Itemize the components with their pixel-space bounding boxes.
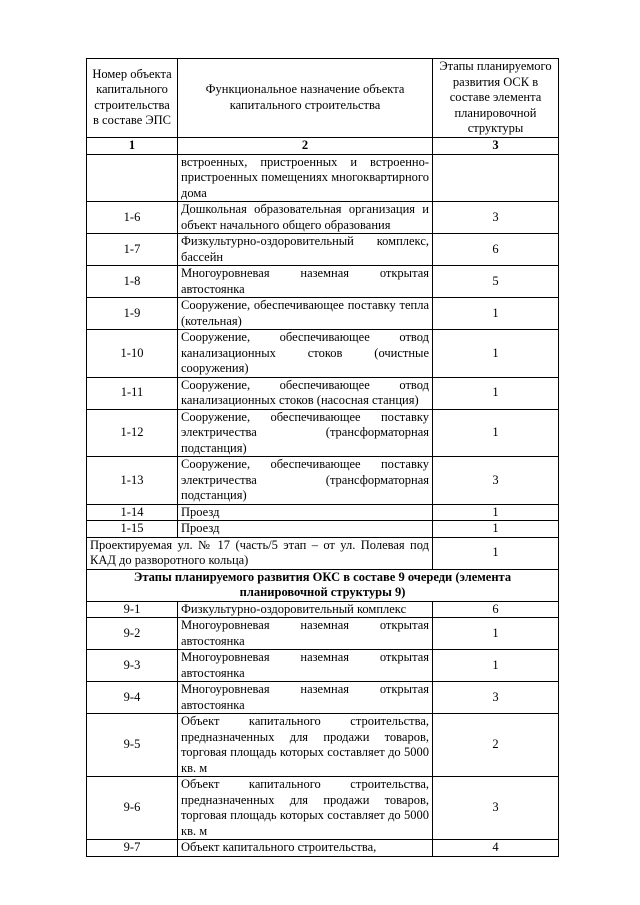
table-row: [87, 521, 559, 538]
object-stage: 1: [433, 330, 559, 378]
object-stage: 3: [433, 777, 559, 840]
column-number: 3: [433, 137, 559, 154]
object-number: 1-6: [87, 202, 178, 234]
street-description: Проектируемая ул. № 17 (часть/5 этап – от ул. Полевая под КАД до разворотного кольца): [87, 537, 433, 569]
object-function: встроенных, пристроенных и встроенно-пристроенных помещениях многоквартирного дома: [178, 154, 433, 202]
table-row: [87, 202, 559, 234]
object-function: Проезд: [178, 504, 433, 521]
table-row: [87, 714, 559, 777]
table-row: [87, 618, 559, 650]
table-row: [87, 409, 559, 457]
object-stage: 1: [433, 377, 559, 409]
object-stage: 1: [433, 618, 559, 650]
table-row: [87, 298, 559, 330]
table-row: [87, 154, 559, 202]
table-row: [87, 504, 559, 521]
table-row: [87, 840, 559, 857]
object-stage: 1: [433, 537, 559, 569]
object-function: Многоуровневая наземная открытая автостоянка: [178, 266, 433, 298]
object-function: Сооружение, обеспечивающее поставку тепла (котельная): [178, 298, 433, 330]
object-function: Проезд: [178, 521, 433, 538]
object-function: Объект капитального строительства,: [178, 840, 433, 857]
object-function: Объект капитального строительства, предназначенных для продажи товаров, торговая площадь которых составляет до 5000 кв. м: [178, 714, 433, 777]
object-stage: 1: [433, 298, 559, 330]
column-number: 1: [87, 137, 178, 154]
object-stage: 5: [433, 266, 559, 298]
table-row: [87, 266, 559, 298]
object-stage: 1: [433, 521, 559, 538]
table-row: [87, 601, 559, 618]
object-function: Физкультурно-оздоровительный комплекс, бассейн: [178, 234, 433, 266]
object-stage: 1: [433, 409, 559, 457]
table-row: [87, 330, 559, 378]
object-number: 9-6: [87, 777, 178, 840]
object-stage: 3: [433, 457, 559, 505]
table-header-row: [87, 59, 559, 138]
object-stage: 6: [433, 234, 559, 266]
object-number: [87, 154, 178, 202]
object-number: 1-13: [87, 457, 178, 505]
section-title: Этапы планируемого развития ОКС в составе 9 очереди (элемента планировочной структуры 9): [87, 569, 559, 601]
object-number: 9-2: [87, 618, 178, 650]
object-number: 9-5: [87, 714, 178, 777]
object-number: 9-1: [87, 601, 178, 618]
object-number: 9-7: [87, 840, 178, 857]
object-function: Многоуровневая наземная открытая автостоянка: [178, 682, 433, 714]
object-number: 1-15: [87, 521, 178, 538]
header-object-number: Номер объекта капитального строительства в составе ЭПС: [87, 59, 178, 138]
section-header-row: [87, 569, 559, 601]
object-function: Сооружение, обеспечивающее отвод канализационных стоков (насосная станция): [178, 377, 433, 409]
table-row: [87, 457, 559, 505]
object-stage: 1: [433, 504, 559, 521]
object-function: Физкультурно-оздоровительный комплекс: [178, 601, 433, 618]
object-number: 1-9: [87, 298, 178, 330]
object-stage: 1: [433, 650, 559, 682]
header-stages: Этапы планируемого развития ОСК в составе элемента планировочной структуры: [433, 59, 559, 138]
object-stage: 6: [433, 601, 559, 618]
table-row: [87, 377, 559, 409]
object-stage: [433, 154, 559, 202]
object-number: 1-7: [87, 234, 178, 266]
object-function: Дошкольная образовательная организация и объект начального общего образования: [178, 202, 433, 234]
header-function: Функциональное назначение объекта капитального строительства: [178, 59, 433, 138]
object-number: 1-14: [87, 504, 178, 521]
object-function: Сооружение, обеспечивающее поставку электричества (трансформаторная подстанция): [178, 457, 433, 505]
object-number: 1-8: [87, 266, 178, 298]
object-function: Сооружение, обеспечивающее поставку электричества (трансформаторная подстанция): [178, 409, 433, 457]
object-stage: 3: [433, 682, 559, 714]
column-number-row: [87, 137, 559, 154]
table-row: [87, 234, 559, 266]
table-row-merged: [87, 537, 559, 569]
table-row: [87, 650, 559, 682]
object-stage: 3: [433, 202, 559, 234]
object-number: 1-12: [87, 409, 178, 457]
object-number: 1-10: [87, 330, 178, 378]
object-number: 9-4: [87, 682, 178, 714]
object-function: Многоуровневая наземная открытая автостоянка: [178, 650, 433, 682]
object-stage: 2: [433, 714, 559, 777]
table-row: [87, 682, 559, 714]
table-row: [87, 777, 559, 840]
object-function: Сооружение, обеспечивающее отвод канализационных стоков (очистные сооружения): [178, 330, 433, 378]
object-function: Объект капитального строительства, предназначенных для продажи товаров, торговая площадь которых составляет до 5000 кв. м: [178, 777, 433, 840]
column-number: 2: [178, 137, 433, 154]
object-stage: 4: [433, 840, 559, 857]
object-number: 1-11: [87, 377, 178, 409]
object-number: 9-3: [87, 650, 178, 682]
objects-table: [86, 58, 559, 857]
object-function: Многоуровневая наземная открытая автостоянка: [178, 618, 433, 650]
